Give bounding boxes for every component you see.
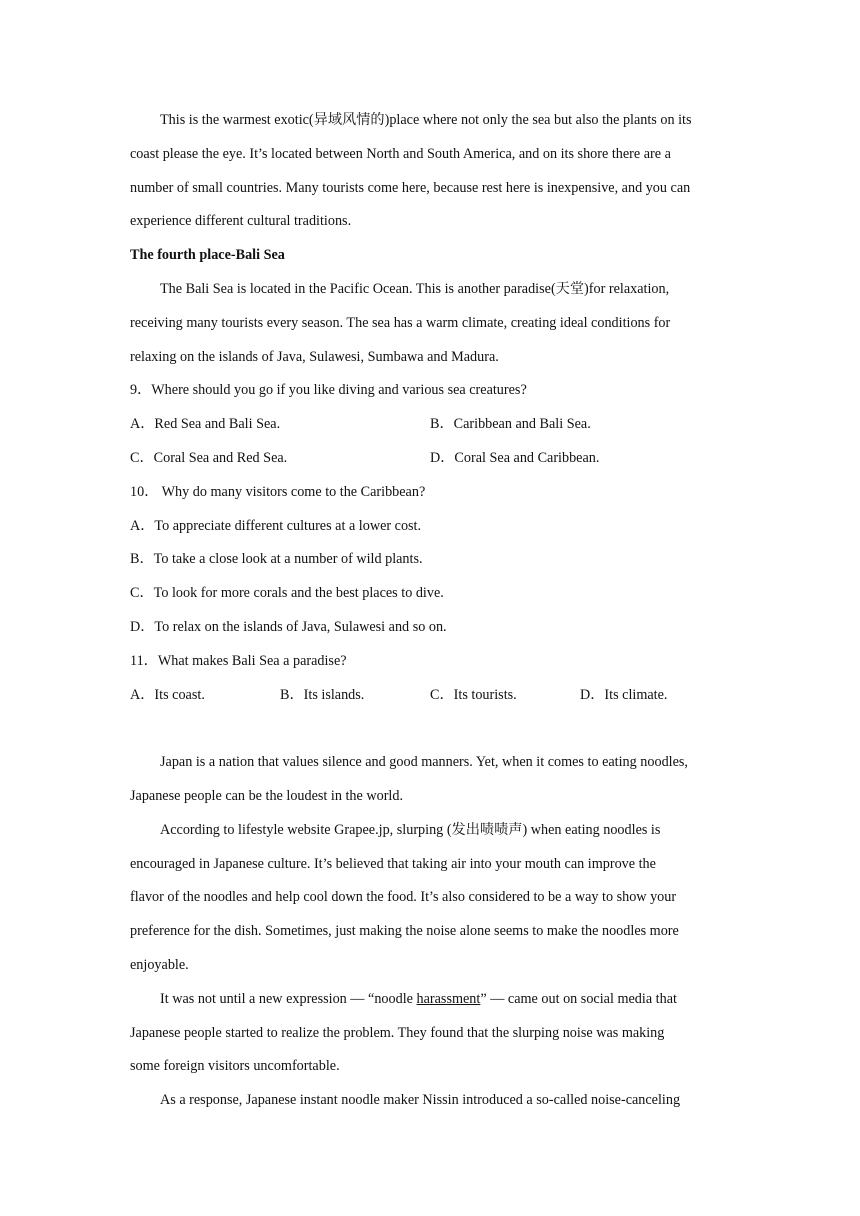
text-line: As a response, Japanese instant noodle maker Nissin introduced a so-called noise-canceling: [160, 1092, 681, 1109]
text-line: [130, 983, 730, 1017]
text-line: flavor of the noodles and help cool down the food. It’s also considered to be a way to show your: [130, 889, 677, 906]
blank-line: [130, 712, 730, 746]
option-b: B．Caribbean and Bali Sea.: [430, 416, 591, 433]
question-stem: 9．Where should you go if you like diving and various sea creatures?: [130, 382, 527, 399]
passage1-paragraph2: [130, 273, 730, 374]
option-a: A．Its coast.: [130, 686, 205, 703]
passage2-paragraph3: [130, 983, 730, 1084]
option-d: D．Its climate.: [580, 686, 668, 703]
text-line: some foreign visitors uncomfortable.: [130, 1058, 340, 1075]
option-c: C．To look for more corals and the best places to dive.: [130, 585, 444, 602]
text-line: relaxing on the islands of Java, Sulawesi, Sumbawa and Madura.: [130, 348, 499, 365]
question-9: [130, 374, 730, 475]
text-line: receiving many tourists every season. The sea has a warm climate, creating ideal conditions for: [130, 314, 671, 331]
passage2-paragraph4: [130, 1084, 730, 1118]
option-a: A．Red Sea and Bali Sea.: [130, 416, 281, 433]
option-c: C．Coral Sea and Red Sea.: [130, 449, 288, 466]
option-d: D．Coral Sea and Caribbean.: [430, 449, 600, 466]
option-b: B．To take a close look at a number of wild plants.: [130, 551, 423, 568]
text-line: experience different cultural traditions.: [130, 213, 352, 230]
underlined-word: harassment: [416, 990, 481, 1007]
question-stem: 11．What makes Bali Sea a paradise?: [130, 652, 347, 669]
text-line: coast please the eye. It’s located between North and South America, and on its shore there are a: [130, 145, 671, 162]
document-page: [130, 104, 730, 1118]
passage1-paragraph1: [130, 104, 730, 239]
text-fragment: It was not until a new expression — “noodle: [160, 990, 417, 1007]
text-line: preference for the dish. Sometimes, just making the noise alone seems to make the noodles more: [130, 923, 679, 940]
text-line: The Bali Sea is located in the Pacific Ocean. This is another paradise(天堂)for relaxation,: [160, 280, 670, 297]
passage2-paragraph1: [130, 746, 730, 814]
text-line: Japan is a nation that values silence and good manners. Yet, when it comes to eating noodles,: [160, 754, 688, 771]
text-line: enjoyable.: [130, 956, 189, 973]
option-row: [130, 442, 730, 476]
text-line: Japanese people started to realize the problem. They found that the slurping noise was making: [130, 1024, 665, 1041]
text-fragment: ” — came out on social media that: [480, 990, 677, 1007]
text-line: number of small countries. Many tourists come here, because rest here is inexpensive, and you can: [130, 179, 691, 196]
option-b: B．Its islands.: [280, 686, 365, 703]
passage2-paragraph2: [130, 814, 730, 983]
question-stem: 10． Why do many visitors come to the Caribbean?: [130, 483, 426, 500]
option-a: A．To appreciate different cultures at a lower cost.: [130, 517, 422, 534]
option-d: D．To relax on the islands of Java, Sulawesi and so on.: [130, 618, 447, 635]
text-line: encouraged in Japanese culture. It’s believed that taking air into your mouth can improve the: [130, 855, 656, 872]
text-line: According to lifestyle website Grapee.jp, slurping (发出啧啧声) when eating noodles is: [160, 821, 661, 838]
section-heading: The fourth place-Bali Sea: [130, 247, 285, 264]
option-row: [130, 408, 730, 442]
text-line: This is the warmest exotic(异域风情的)place where not only the sea but also the plants on its: [160, 112, 692, 128]
question-11: [130, 645, 730, 713]
question-10: [130, 476, 730, 645]
option-row: [130, 679, 730, 713]
option-c: C．Its tourists.: [430, 686, 517, 703]
text-line: Japanese people can be the loudest in the world.: [130, 787, 404, 804]
